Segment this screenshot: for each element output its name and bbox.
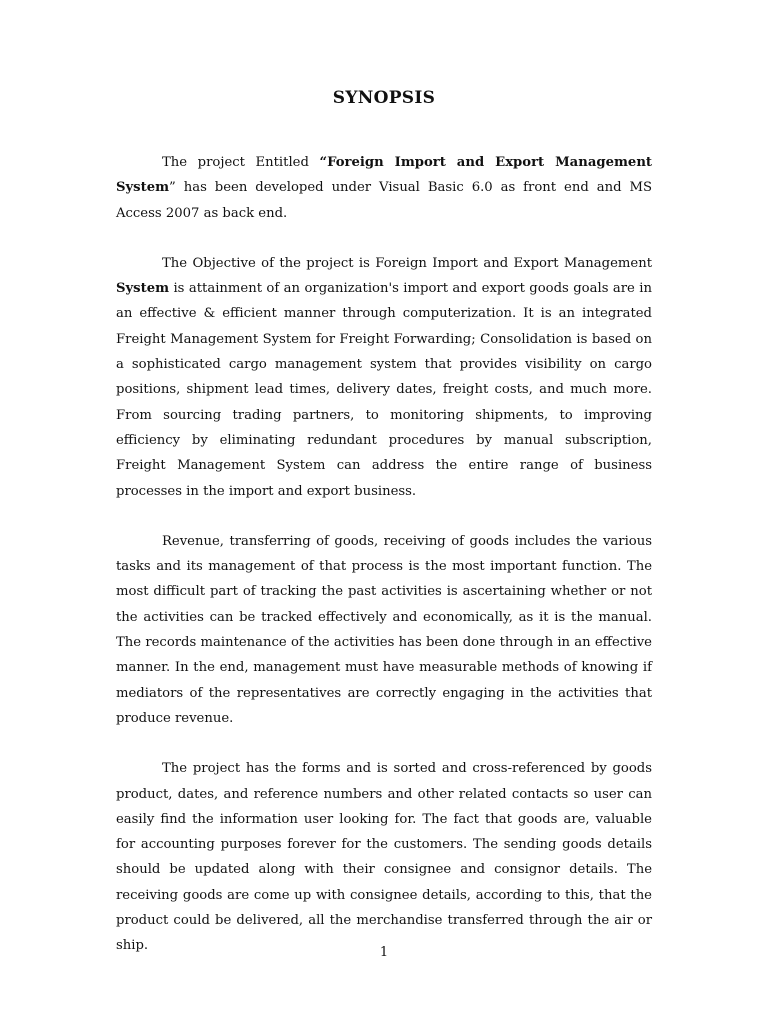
page-number: 1	[379, 945, 389, 960]
paragraph-1	[116, 150, 652, 226]
paragraph-4: The project has the forms and is sorted and cross-referenced by goods product, dates, and reference numbers and other related contacts so user can easily find the information user looking for. The fact that goods are, valuable for accounting purposes forever for the customers. The sending goods details should be updated along with their consignee and consignor details. The receiving goods are come up with consignee details, according to this, that the product could be delivered, all the merchandise transferred through the air or ship.	[116, 761, 652, 954]
page-title: SYNOPSIS	[332, 88, 436, 108]
paragraph-2-text-b: is attainment of an organization's import and export goods goals are in an effective & efficient manner through computerization. It is an integrated Freight Management System for Freight Forwarding; Consolidation is based on a sophisticated cargo management system that provides visibility on cargo positions, shipment lead times, delivery dates, freight costs, and much more. From sourcing trading partners, to monitoring shipments, to improving efficiency by eliminating redundant procedures by manual subscription, Freight Management System can address the entire range of business processes in the import and export business.	[116, 281, 652, 499]
body-text	[116, 150, 652, 984]
paragraph-3: Revenue, transferring of goods, receiving of goods includes the various tasks and its management of that process is the most important function. The most difficult part of tracking the past activities is ascertaining whether or not the activities can be tracked effectively and economically, as it is the manual. The records maintenance of the activities has been done through in an effective manner. In the end, management must have measurable methods of knowing if mediators of the representatives are correctly engaging in the activities that produce revenue.	[116, 533, 652, 726]
paragraph-1-text-b: ” has been developed under Visual Basic 6.0 as front end and MS Access 2007 as back end.	[116, 180, 652, 221]
paragraph-2-bold: System	[116, 281, 170, 297]
project-name: “Foreign Import and Export Management System	[116, 155, 652, 196]
paragraph-2-text-a: The Objective of the project is Foreign Import and Export Management	[162, 255, 652, 271]
paragraph-1-text-a: The project Entitled	[162, 155, 320, 170]
paragraph-2	[116, 251, 652, 504]
